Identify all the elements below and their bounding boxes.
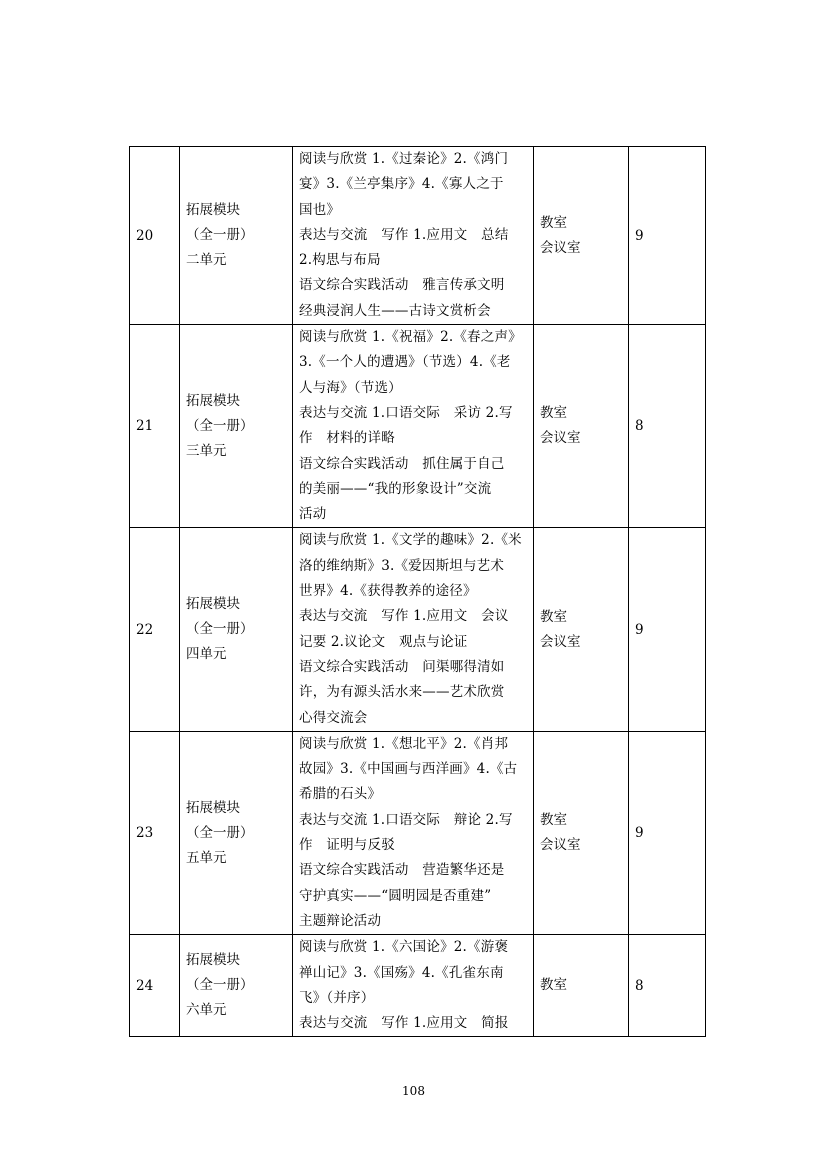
place-line: 教室 [540, 405, 567, 422]
content-line: 作 材料的详略 [299, 430, 395, 447]
row-number: 22 [130, 528, 180, 731]
content-line: 许，为有源头活水来——艺术欣赏 [299, 684, 505, 701]
module-volume: （全一册） [186, 977, 254, 994]
content-line: 宴》3.《兰亭集序》4.《寡人之于 [299, 176, 504, 193]
place-line: 会议室 [540, 430, 581, 447]
module-cell [180, 731, 293, 934]
row-number: 24 [130, 935, 180, 1037]
content-line: 世界》4.《获得教养的途径》 [299, 583, 477, 600]
row-number: 23 [130, 731, 180, 934]
content-line: 心得交流会 [299, 709, 368, 726]
module-unit: 三单元 [186, 442, 227, 459]
page-number: 108 [402, 1084, 425, 1098]
content-line: 的美丽——“我的形象设计”交流 [299, 480, 492, 497]
content-line: 阅读与欣赏 1.《文学的趣味》2.《米 [299, 532, 522, 549]
content-line: 语文综合实践活动 抓住属于自己 [299, 455, 505, 472]
table-row [130, 325, 706, 528]
content-line: 活动 [299, 506, 327, 523]
content-line: 表达与交流 写作 1.应用文 总结 [299, 226, 509, 243]
place-line: 会议室 [540, 837, 581, 854]
content-line: 阅读与欣赏 1.《祝福》2.《春之声》 [299, 329, 522, 346]
content-cell [293, 528, 534, 731]
content-line: 守护真实——“圆明园是否重建” [299, 887, 492, 904]
module-unit: 二单元 [186, 252, 227, 269]
table-row [130, 147, 706, 325]
module-name: 拓展模块 [186, 596, 240, 613]
place-line: 教室 [540, 214, 567, 231]
content-line: 经典浸润人生——古诗文赏析会 [299, 302, 491, 319]
module-volume: （全一册） [186, 227, 254, 244]
content-line: 表达与交流 1.口语交际 辩论 2.写 [299, 811, 513, 828]
place-line: 会议室 [540, 239, 581, 256]
content-line: 语文综合实践活动 雅言传承文明 [299, 277, 505, 294]
content-line: 故园》3.《中国画与西洋画》4.《古 [299, 761, 518, 778]
hours-cell: 8 [629, 935, 706, 1037]
place-cell [534, 528, 629, 731]
module-unit: 六单元 [186, 1002, 227, 1019]
row-number: 20 [130, 147, 180, 325]
content-line: 国也》 [299, 201, 341, 218]
table-row [130, 731, 706, 934]
content-line: 阅读与欣赏 1.《想北平》2.《肖邦 [299, 735, 509, 752]
module-cell [180, 325, 293, 528]
content-cell [293, 147, 534, 325]
module-volume: （全一册） [186, 824, 254, 841]
module-cell [180, 528, 293, 731]
module-name: 拓展模块 [186, 202, 240, 219]
hours-cell: 9 [629, 731, 706, 934]
table-row [130, 935, 706, 1037]
module-name: 拓展模块 [186, 952, 240, 969]
hours-cell: 8 [629, 325, 706, 528]
module-volume: （全一册） [186, 621, 254, 638]
curriculum-table [129, 146, 706, 1037]
place-line: 教室 [540, 812, 567, 829]
content-line: 人与海》（节选） [299, 379, 402, 396]
table-row [130, 528, 706, 731]
row-number: 21 [130, 325, 180, 528]
content-line: 洛的维纳斯》3.《爱因斯坦与艺术 [299, 557, 505, 574]
content-line: 表达与交流 1.口语交际 采访 2.写 [299, 404, 513, 421]
content-line: 语文综合实践活动 营造繁华还是 [299, 862, 505, 879]
content-line: 阅读与欣赏 1.《六国论》2.《游褒 [299, 939, 509, 956]
module-unit: 五单元 [186, 849, 227, 866]
content-line: 语文综合实践活动 问渠哪得清如 [299, 658, 505, 675]
place-cell [534, 731, 629, 934]
content-line: 禅山记》3.《国殇》4.《孔雀东南 [299, 964, 504, 981]
hours-cell: 9 [629, 147, 706, 325]
content-cell [293, 935, 534, 1037]
place-cell [534, 325, 629, 528]
content-line: 2.构思与布局 [299, 252, 381, 269]
place-line: 教室 [540, 977, 567, 994]
place-line: 教室 [540, 608, 567, 625]
content-line: 主题辩论活动 [299, 912, 382, 929]
place-cell [534, 147, 629, 325]
content-line: 记要 2.议论文 观点与论证 [299, 633, 468, 650]
hours-cell: 9 [629, 528, 706, 731]
content-line: 阅读与欣赏 1.《过秦论》2.《鸿门 [299, 151, 509, 167]
module-volume: （全一册） [186, 417, 254, 434]
module-name: 拓展模块 [186, 392, 240, 409]
place-cell [534, 935, 629, 1037]
module-cell [180, 935, 293, 1037]
content-cell [293, 731, 534, 934]
content-line: 表达与交流 写作 1.应用文 会议 [299, 608, 509, 625]
content-line: 飞》（并序） [299, 989, 375, 1006]
content-line: 3.《一个人的遭遇》（节选）4.《老 [299, 354, 511, 371]
module-name: 拓展模块 [186, 799, 240, 816]
content-line: 表达与交流 写作 1.应用文 简报 [299, 1015, 509, 1032]
module-cell [180, 147, 293, 325]
content-cell [293, 325, 534, 528]
module-unit: 四单元 [186, 646, 227, 663]
place-line: 会议室 [540, 633, 581, 650]
content-line: 作 证明与反驳 [299, 837, 395, 854]
content-line: 希腊的石头》 [299, 786, 382, 803]
